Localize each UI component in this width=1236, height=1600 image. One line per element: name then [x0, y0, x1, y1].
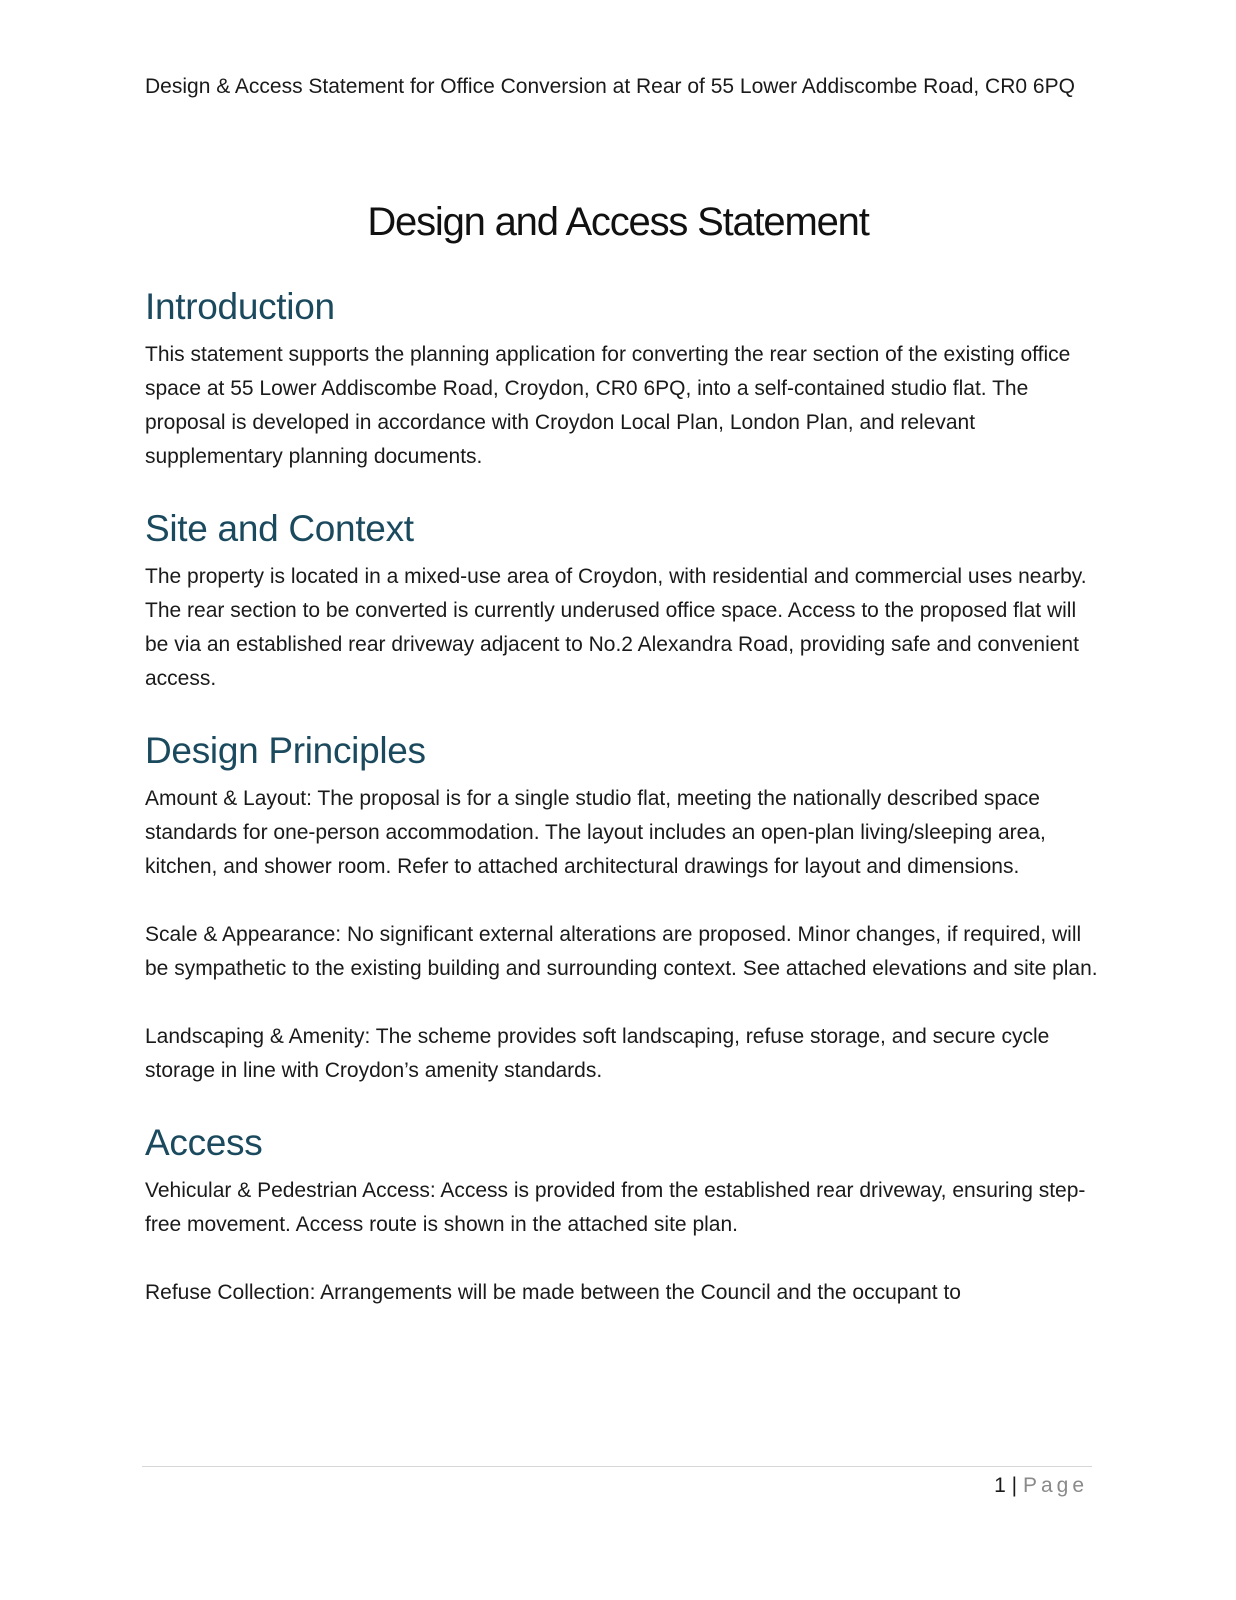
document-body [145, 284, 1100, 1342]
page-label: Page [1022, 1474, 1088, 1497]
paragraph: Scale & Appearance: No significant external alterations are proposed. Minor changes, if required, will be sympathetic to the existing building and surrounding context. See attached elevations and site plan. [145, 923, 1098, 980]
section-design-principles [145, 728, 1100, 1088]
paragraph: Vehicular & Pedestrian Access: Access is provided from the established rear driveway, ensuring step-free movement. Access route is shown in the attached site plan. [145, 1179, 1086, 1236]
page-title: Design and Access Statement [367, 200, 869, 244]
heading-introduction: Introduction [145, 286, 335, 327]
footer-separator: | [1011, 1474, 1018, 1497]
paragraph: Amount & Layout: The proposal is for a single studio flat, meeting the nationally described space standards for one-person accommodation. The layout includes an open-plan living/sleeping area, kitchen, and shower room. Refer to attached architectural drawings for layout and dimensions. [145, 787, 1046, 878]
paragraph: The property is located in a mixed-use area of Croydon, with residential and commercial uses nearby. The rear section to be converted is currently underused office space. Access to the proposed flat will be via an established rear driveway adjacent to No.2 Alexandra Road, providing safe and convenient access. [145, 565, 1087, 690]
document-header: Design & Access Statement for Office Conversion at Rear of 55 Lower Addiscombe Road, CR0 6PQ [145, 75, 1075, 98]
paragraph: This statement supports the planning application for converting the rear section of the existing office space at 55 Lower Addiscombe Road, Croydon, CR0 6PQ, into a self-contained studio flat. The proposal is developed in accordance with Croydon Local Plan, London Plan, and relevant supplementary planning documents. [145, 343, 1071, 468]
paragraph: Refuse Collection: Arrangements will be made between the Council and the occupant to [145, 1281, 961, 1304]
page-number: 1 [994, 1474, 1006, 1497]
footer-divider [142, 1466, 1092, 1467]
heading-design-principles: Design Principles [145, 730, 426, 771]
heading-access: Access [145, 1122, 263, 1163]
paragraph: Landscaping & Amenity: The scheme provides soft landscaping, refuse storage, and secure cycle storage in line with Croydon’s amenity standards. [145, 1025, 1050, 1082]
heading-site-and-context: Site and Context [145, 508, 414, 549]
section-introduction [145, 284, 1100, 474]
page-footer [994, 1471, 1088, 1501]
section-access [145, 1120, 1100, 1310]
section-site-and-context [145, 506, 1100, 696]
